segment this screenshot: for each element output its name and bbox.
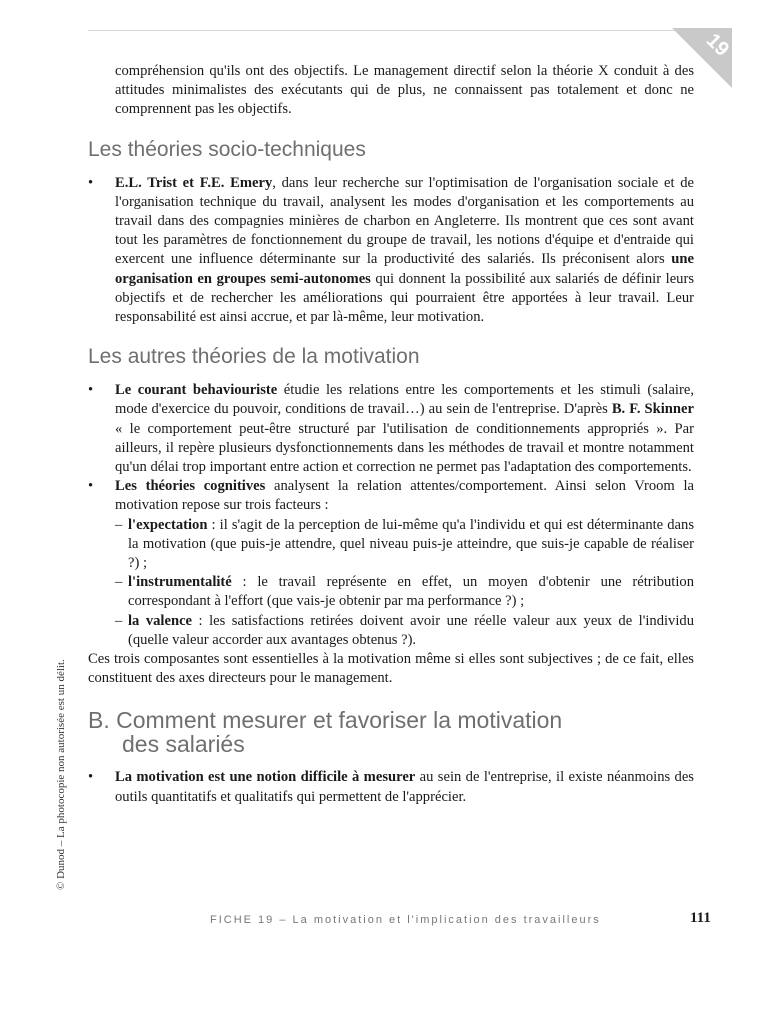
list-item: • E.L. Trist et F.E. Emery, dans leur recherche sur l'optimisation de l'organisation sociale et de l'organisation technique du travail, analysent les modes d'organisation et les comportements au travail dans des compagnies minières de charbon en Angleterre. Ils montrent que ces sont avant tout les paramètres de fonctionnement du groupe de travail, les notions d'équipe et d'entraide qui exercent une influence déterminante sur la productivité des salariés. Ils préconisent alors une organisation en groupes semi-autonomes qui donnent la possibilité aux salariés de définir leurs objectifs et de rechercher les améliorations qui pourraient être apportées à leur travail. Leur responsabilité est ainsi accrue, et par là-même, leur motivation. <box>88 174 694 328</box>
list-item: • Le courant behaviouriste étudie les relations entre les comportements et les stimuli (salaire, mode d'exercice du pouvoir, conditions de travail…) au sein de l'entreprise. D'après B. F. Skinner « le comportement peut-être structuré par l'utilisation de conditionnements appropriés ». Par ailleurs, il repère plusieurs dysfonctionnements dans les méthodes de travail et montre notamment qu'un délai trop important entre action et correction ne permet pas l'adaptation des comportements. <box>88 381 694 477</box>
copyright-side-note: © Dunod – La photocopie non autorisée est un délit. <box>55 659 67 890</box>
page-number: 111 <box>690 910 711 926</box>
list-item: • La motivation est une notion difficile à mesurer au sein de l'entreprise, il existe néanmoins des outils quantitatifs et qualitatifs qui permettent de l'apprécier. <box>88 768 694 806</box>
intro-paragraph: compréhension qu'ils ont des objectifs. Le management directif selon la théorie X conduit à des attitudes minimalistes des exécutants qui de plus, ne connaissent pas totalement et donc ne comprennent pas les objectifs. <box>115 63 694 118</box>
list-item: – l'expectation : il s'agit de la perception de lui-même qu'a l'individu et qui est déterminante dans la motivation (que puis-je attendre, quel niveau puis-je atteindre, que suis-je capable de réaliser ?) ; <box>88 516 694 574</box>
section-title-b: B. Comment mesurer et favoriser la motivation des salariés <box>88 707 563 758</box>
page-content <box>88 62 694 807</box>
section-title-socio-techniques: Les théories socio-techniques <box>88 137 366 161</box>
list-item: – la valence : les satisfactions retirées doivent avoir une réelle valeur aux yeux de l'individu (quelle valeur accorder aux avantages obtenus ?). <box>88 612 694 650</box>
footer-running-title: FICHE 19 – La motivation et l'implication des travailleurs <box>210 914 601 926</box>
autres-theories-list <box>88 381 694 515</box>
vroom-factors-list <box>88 516 694 650</box>
section-b-list <box>88 768 694 806</box>
section-title-autres-theories: Les autres théories de la motivation <box>88 345 420 369</box>
top-rule <box>88 30 688 31</box>
closing-paragraph: Ces trois composantes sont essentielles à la motivation même si elles sont subjectives ; de ce fait, elles constituent des axes directeurs pour le management. <box>88 651 694 687</box>
socio-techniques-list <box>88 174 694 328</box>
list-item: • Les théories cognitives analysent la relation attentes/comportement. Ainsi selon Vroom la motivation repose sur trois facteurs : <box>88 477 694 515</box>
corner-badge-number: 19 <box>701 29 733 61</box>
list-item: – l'instrumentalité : le travail représente en effet, un moyen d'obtenir une rétribution correspondant à l'effort (que vais-je obtenir par ma performance ?) ; <box>88 573 694 611</box>
